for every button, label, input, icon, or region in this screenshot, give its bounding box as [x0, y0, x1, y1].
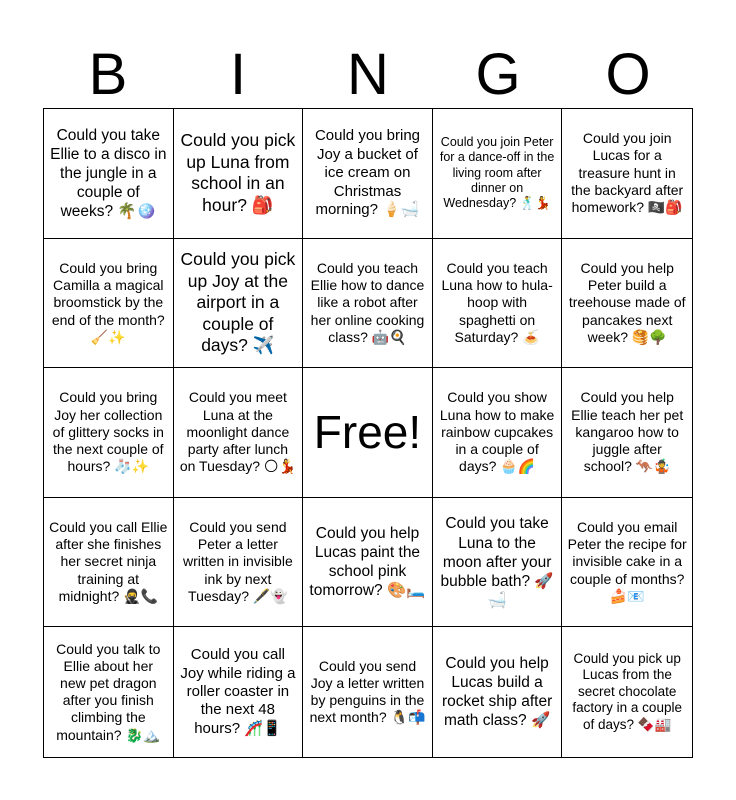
bingo-cell[interactable] — [433, 498, 563, 628]
cell-text: Could you teach Ellie how to dance like a robot after her online cooking class? 🤖🍳 — [310, 259, 425, 345]
bingo-cell[interactable] — [562, 498, 692, 628]
cell-text: Could you pick up Joy at the airport in a couple of days? ✈️ — [180, 249, 296, 356]
bingo-cell[interactable] — [562, 239, 692, 369]
bingo-cell[interactable] — [44, 498, 174, 628]
cell-text: Could you bring Joy her collection of glittery socks in the next couple of hours? 🧦✨ — [52, 389, 164, 475]
bingo-cell[interactable] — [174, 627, 304, 757]
cell-text: Could you talk to Ellie about her new pet dragon after you finish climbing the mountain? 🐉🏔️ — [56, 640, 161, 743]
bingo-cell[interactable] — [303, 627, 433, 757]
cell-text: Could you teach Luna how to hula-hoop with spaghetti on Saturday? 🍝 — [441, 259, 553, 345]
bingo-cell[interactable] — [44, 368, 174, 498]
bingo-cell[interactable] — [174, 109, 304, 239]
cell-text: Could you help Ellie teach her pet kangaroo how to juggle after school? 🦘🤹 — [571, 389, 684, 475]
bingo-header — [43, 40, 693, 108]
cell-text: Could you pick up Luna from school in an hour? 🎒 — [180, 130, 296, 215]
cell-text: Could you meet Luna at the moonlight dance party after lunch on Tuesday? 🌕💃 — [179, 389, 296, 475]
bingo-cell[interactable] — [562, 368, 692, 498]
cell-text: Could you show Luna how to make rainbow cupcakes in a couple of days? 🧁🌈 — [439, 389, 555, 475]
cell-text: Could you take Ellie to a disco in the jungle in a couple of weeks? 🌴🪩 — [50, 126, 167, 220]
cell-text: Could you help Peter build a treehouse made of pancakes next week? 🥞🌳 — [568, 259, 686, 345]
cell-text: Could you bring Camilla a magical broomstick by the end of the month? 🧹✨ — [51, 259, 165, 345]
cell-text: Could you pick up Lucas from the secret chocolate factory in a couple of days? 🍫🏭 — [572, 650, 682, 733]
free-space[interactable] — [303, 368, 433, 498]
cell-text: Could you call Joy while riding a roller coaster in the next 48 hours? 🎢📱 — [180, 646, 296, 737]
header-letter-g: G — [475, 42, 521, 107]
bingo-cell[interactable] — [174, 498, 304, 628]
bingo-cell[interactable] — [562, 627, 692, 757]
bingo-cell[interactable] — [303, 239, 433, 369]
header-letter-o: O — [605, 42, 651, 107]
cell-text: Could you send Peter a letter written in invisible ink by next Tuesday? 🖋️👻 — [183, 519, 293, 604]
bingo-cell[interactable] — [303, 109, 433, 239]
cell-text: Could you help Lucas paint the school pink tomorrow? 🎨🛏️ — [309, 524, 426, 600]
cell-text: Could you bring Joy a bucket of ice cream on Christmas morning? 🍦🛁 — [314, 127, 421, 218]
bingo-cell[interactable] — [44, 109, 174, 239]
cell-text: Could you take Luna to the moon after your bubble bath? 🚀🛁 — [440, 515, 554, 609]
bingo-cell[interactable] — [562, 109, 692, 239]
bingo-cell[interactable] — [433, 109, 563, 239]
header-letter-b: B — [88, 42, 128, 107]
cell-text: Could you help Lucas build a rocket ship after math class? 🚀 — [441, 655, 553, 730]
bingo-cell[interactable] — [174, 239, 304, 369]
bingo-cell[interactable] — [174, 368, 304, 498]
bingo-cell[interactable] — [433, 627, 563, 757]
bingo-cell[interactable] — [44, 239, 174, 369]
free-space-label: Free! — [313, 406, 422, 459]
cell-text: Could you call Ellie after she finishes her secret ninja training at midnight? 🥷📞 — [49, 519, 168, 604]
cell-text: Could you join Peter for a dance-off in the living room after dinner on Wednesday? 🕺💃 — [439, 134, 555, 211]
bingo-cell[interactable] — [44, 627, 174, 757]
header-letter-n: N — [347, 42, 389, 107]
bingo-cell[interactable] — [433, 368, 563, 498]
bingo-cell[interactable] — [303, 498, 433, 628]
cell-text: Could you join Lucas for a treasure hunt in the backyard after homework? 🏴‍☠️🎒 — [571, 130, 684, 216]
cell-text: Could you email Peter the recipe for invisible cake in a couple of months? 🍰📧 — [567, 519, 687, 604]
bingo-card — [43, 108, 693, 758]
header-letter-i: I — [229, 42, 247, 107]
bingo-cell[interactable] — [433, 239, 563, 369]
cell-text: Could you send Joy a letter written by penguins in the next month? 🐧📬 — [309, 657, 426, 726]
